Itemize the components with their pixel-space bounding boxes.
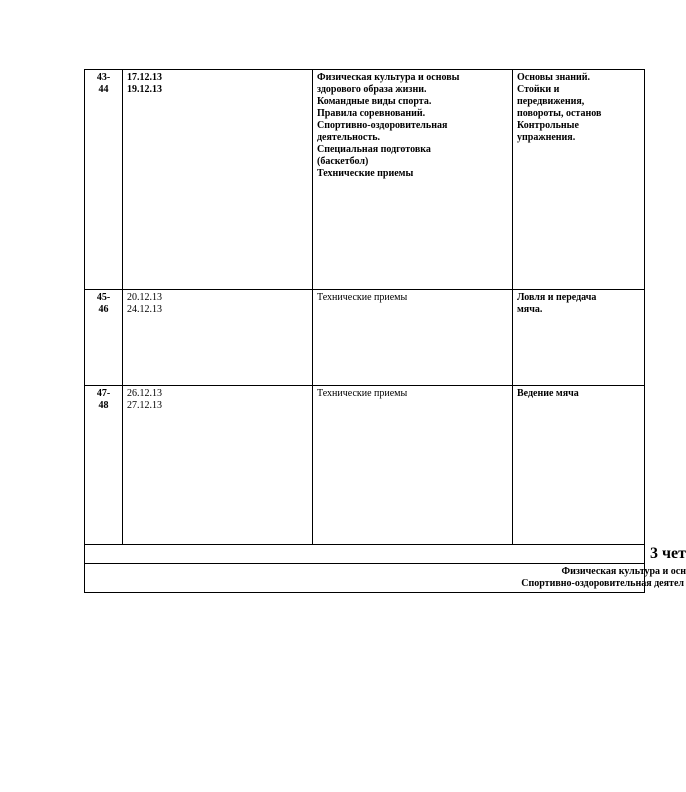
topic-cell <box>313 290 513 386</box>
topic-line: Технические приемы <box>317 168 414 179</box>
lesson-number-cell <box>85 70 123 290</box>
table-row <box>85 290 645 386</box>
lesson-plan-table <box>84 69 686 593</box>
quarter-title-cell <box>85 545 686 564</box>
content-line: Основы знаний. <box>517 72 591 83</box>
lesson-date: 24.12.13 <box>127 304 162 315</box>
topic-line: Командные виды спорта. <box>317 96 432 107</box>
quarter-title-row <box>85 545 645 564</box>
lesson-number-cell <box>85 386 123 545</box>
quarter-topics-row <box>85 564 645 593</box>
date-cell <box>123 290 313 386</box>
lesson-number: 46 <box>98 304 109 315</box>
quarter-title: 3 чет <box>650 545 686 562</box>
lesson-date: 17.12.13 <box>127 72 162 83</box>
content-line: передвижения, <box>517 96 585 107</box>
content-line: Стойки и <box>517 84 560 95</box>
quarter-topic-line: Спортивно-оздоровительная деятел <box>521 578 684 589</box>
date-cell <box>123 386 313 545</box>
content-line: Ловля и передача <box>517 292 597 303</box>
quarter-topic-line: Физическая культура и осн <box>561 566 686 577</box>
topic-line: здорового образа жизни. <box>317 84 427 95</box>
lesson-number: 45- <box>96 292 111 303</box>
topic-line: Технические приемы <box>317 292 408 303</box>
topic-line: Спортивно-оздоровительная <box>317 120 448 131</box>
lesson-number: 47- <box>96 388 111 399</box>
content-line: упражнения. <box>517 132 576 143</box>
content-cell <box>513 70 645 290</box>
content-cell <box>513 290 645 386</box>
topic-line: (баскетбол) <box>317 156 369 167</box>
lesson-number: 48 <box>98 400 109 411</box>
topic-line: деятельность. <box>317 132 381 143</box>
lesson-number: 43- <box>96 72 111 83</box>
topic-line: Физическая культура и основы <box>317 72 460 83</box>
quarter-topics-cell <box>85 564 686 593</box>
table-row <box>85 70 645 290</box>
lesson-date: 20.12.13 <box>127 292 162 303</box>
topic-line: Специальная подготовка <box>317 144 431 155</box>
content-cell <box>513 386 645 545</box>
lesson-date: 26.12.13 <box>127 388 162 399</box>
table-row <box>85 386 645 545</box>
topic-cell <box>313 386 513 545</box>
content-line: Контрольные <box>517 120 579 131</box>
topic-line: Технические приемы <box>317 388 408 399</box>
topic-line: Правила соревнований. <box>317 108 426 119</box>
content-line: Ведение мяча <box>517 388 579 399</box>
lesson-number: 44 <box>98 84 109 95</box>
lesson-number-cell <box>85 290 123 386</box>
lesson-date: 19.12.13 <box>127 84 162 95</box>
content-line: мяча. <box>517 304 543 315</box>
content-line: повороты, останов <box>517 108 602 119</box>
date-cell <box>123 70 313 290</box>
topic-cell <box>313 70 513 290</box>
lesson-date: 27.12.13 <box>127 400 162 411</box>
